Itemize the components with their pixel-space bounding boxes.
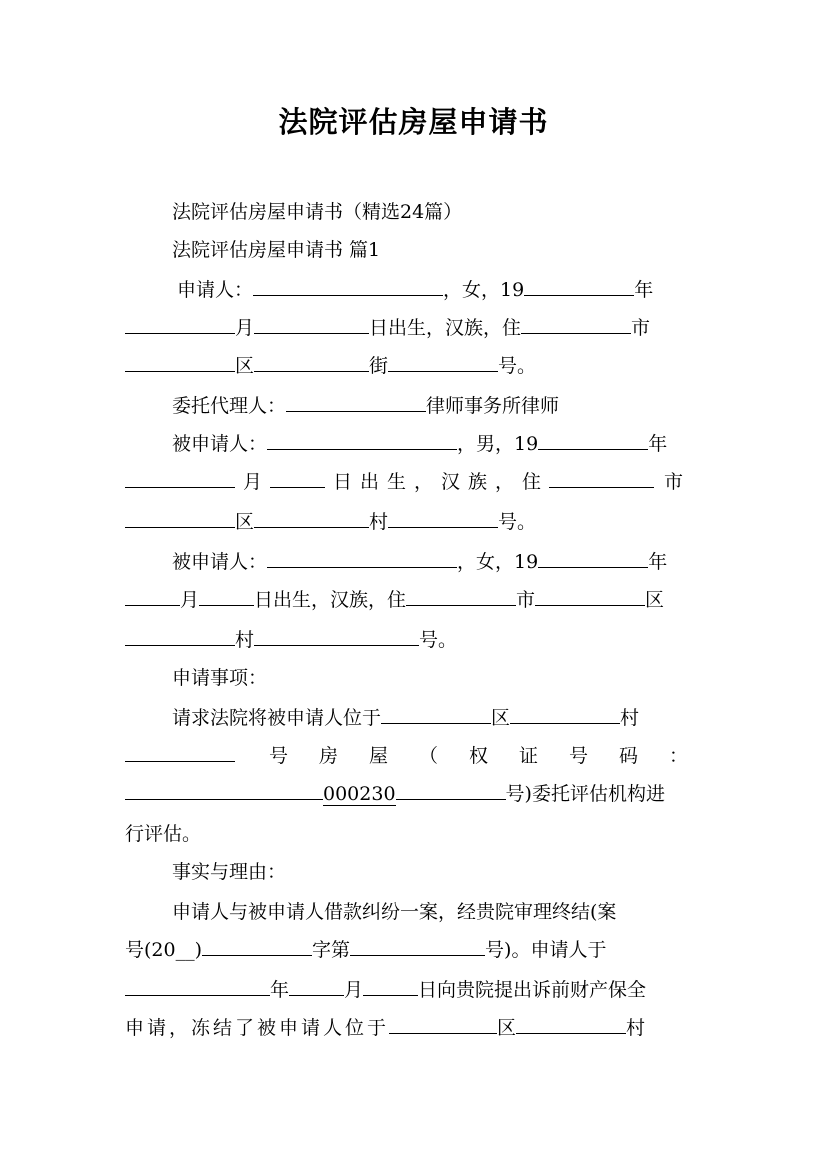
text-line <box>172 392 700 420</box>
text-fragment: 年 <box>648 551 668 573</box>
section-heading: 事实与理由： <box>172 861 287 883</box>
blank-field <box>125 743 235 762</box>
blank-field <box>538 431 648 450</box>
blank-field <box>538 549 648 568</box>
text-fragment: 律师事务所律师 <box>426 395 560 417</box>
text-line <box>125 276 700 304</box>
blank-field <box>388 353 498 372</box>
text-fragment: 市 <box>516 589 536 611</box>
text-fragment: 日出生，汉族，住 <box>333 471 550 493</box>
text-fragment: 号。 <box>419 629 458 651</box>
text-line <box>172 858 700 886</box>
text-line <box>125 820 700 848</box>
blank-field <box>254 353 369 372</box>
blank-field <box>267 431 457 450</box>
text-fragment: 日向贵院提出诉前财产保全 <box>418 979 647 1001</box>
document-title: 法院评估房屋申请书 <box>278 105 549 139</box>
blank-field <box>254 627 419 646</box>
label-respondent: 被申请人： <box>172 433 268 455</box>
blank-field <box>202 937 312 956</box>
text-fragment: 村 <box>620 707 640 729</box>
text-fragment: 街 <box>369 355 389 377</box>
text-fragment: 日出生，汉族，住 <box>254 589 407 611</box>
text-line <box>125 468 700 496</box>
text-fragment: 号(20__) <box>125 939 203 961</box>
text-fragment: 号)。申请人于 <box>485 939 607 961</box>
text-fragment: 市 <box>631 317 651 339</box>
blank-field <box>510 705 620 724</box>
text-fragment: 月 <box>243 471 263 493</box>
section-heading: 法院评估房屋申请书 篇1 <box>172 239 381 261</box>
blank-field <box>363 977 418 996</box>
text-fragment: 年 <box>270 979 290 1001</box>
blank-field <box>549 469 654 488</box>
text-fragment: 号)委托评估机构进 <box>505 783 665 805</box>
text-fragment: 区 <box>235 511 255 533</box>
text-line <box>125 314 700 342</box>
blank-field <box>286 393 426 412</box>
text-line <box>125 1014 700 1042</box>
text-line <box>172 548 700 576</box>
blank-field <box>350 937 485 956</box>
blank-field <box>267 549 457 568</box>
text-fragment: 号。 <box>498 355 537 377</box>
text-fragment: 行评估。 <box>125 823 202 845</box>
text-fragment: 村 <box>369 511 389 533</box>
blank-field <box>199 587 254 606</box>
text-line <box>172 236 700 264</box>
text-fragment: 年 <box>634 279 654 301</box>
blank-field <box>125 781 323 800</box>
blank-field <box>396 781 506 800</box>
text-fragment: 月 <box>180 589 200 611</box>
text-line <box>125 976 700 1004</box>
blank-field <box>125 627 235 646</box>
text-line <box>172 898 700 926</box>
blank-field <box>125 353 235 372</box>
blank-field <box>254 315 369 334</box>
text-fragment: ，女，19 <box>443 279 525 301</box>
blank-field <box>125 587 180 606</box>
text-line <box>125 780 700 808</box>
text-fragment: 区 <box>645 589 665 611</box>
text-fragment: 号。 <box>498 511 537 533</box>
text-fragment: 请求法院将被申请人位于 <box>172 707 382 729</box>
text-line <box>172 664 700 692</box>
blank-field <box>254 509 369 528</box>
blank-field <box>516 1015 626 1034</box>
label-applicant: 申请人： <box>177 279 254 301</box>
text-fragment: 字第 <box>312 939 351 961</box>
text-fragment: ，男，19 <box>457 433 539 455</box>
blank-field <box>388 509 498 528</box>
text-fragment: 申请人与被申请人借款纠纷一案，经贵院审理终结(案 <box>172 901 617 923</box>
blank-field <box>125 315 235 334</box>
text-fragment: 村 <box>235 629 255 651</box>
blank-field <box>521 315 631 334</box>
text-line <box>172 430 700 458</box>
text-line <box>125 352 700 380</box>
certificate-number: 000230 <box>323 783 396 805</box>
blank-field <box>389 1015 497 1034</box>
blank-field <box>125 977 270 996</box>
blank-field <box>406 587 516 606</box>
text-fragment: 区 <box>491 707 511 729</box>
text-fragment: 日出生，汉族，住 <box>369 317 522 339</box>
text-fragment: 号房屋（权证号码： <box>269 745 720 767</box>
text-fragment: 月 <box>235 317 255 339</box>
blank-field <box>253 277 443 296</box>
text-fragment: ，女，19 <box>457 551 539 573</box>
blank-field <box>381 705 491 724</box>
label-agent: 委托代理人： <box>172 395 287 417</box>
text-line <box>172 198 700 226</box>
blank-field <box>125 469 235 488</box>
text-fragment: 市 <box>664 471 684 493</box>
text-fragment: 月 <box>344 979 364 1001</box>
blank-field <box>270 469 325 488</box>
text-line <box>125 936 700 964</box>
text-fragment: 申请，冻结了被申请人位于 <box>125 1017 390 1039</box>
text-line <box>125 742 720 770</box>
text-fragment: 区 <box>497 1017 517 1039</box>
text-line <box>125 508 700 536</box>
text-fragment: 年 <box>648 433 668 455</box>
blank-field <box>125 509 235 528</box>
text-fragment: 村 <box>626 1017 646 1039</box>
text-line <box>125 586 700 614</box>
label-respondent: 被申请人： <box>172 551 268 573</box>
text-fragment: 区 <box>235 355 255 377</box>
text-line <box>125 626 700 654</box>
section-heading: 申请事项： <box>172 667 268 689</box>
subtitle: 法院评估房屋申请书（精选24篇） <box>172 201 463 223</box>
blank-field <box>524 277 634 296</box>
blank-field <box>535 587 645 606</box>
text-line <box>172 704 700 732</box>
blank-field <box>289 977 344 996</box>
